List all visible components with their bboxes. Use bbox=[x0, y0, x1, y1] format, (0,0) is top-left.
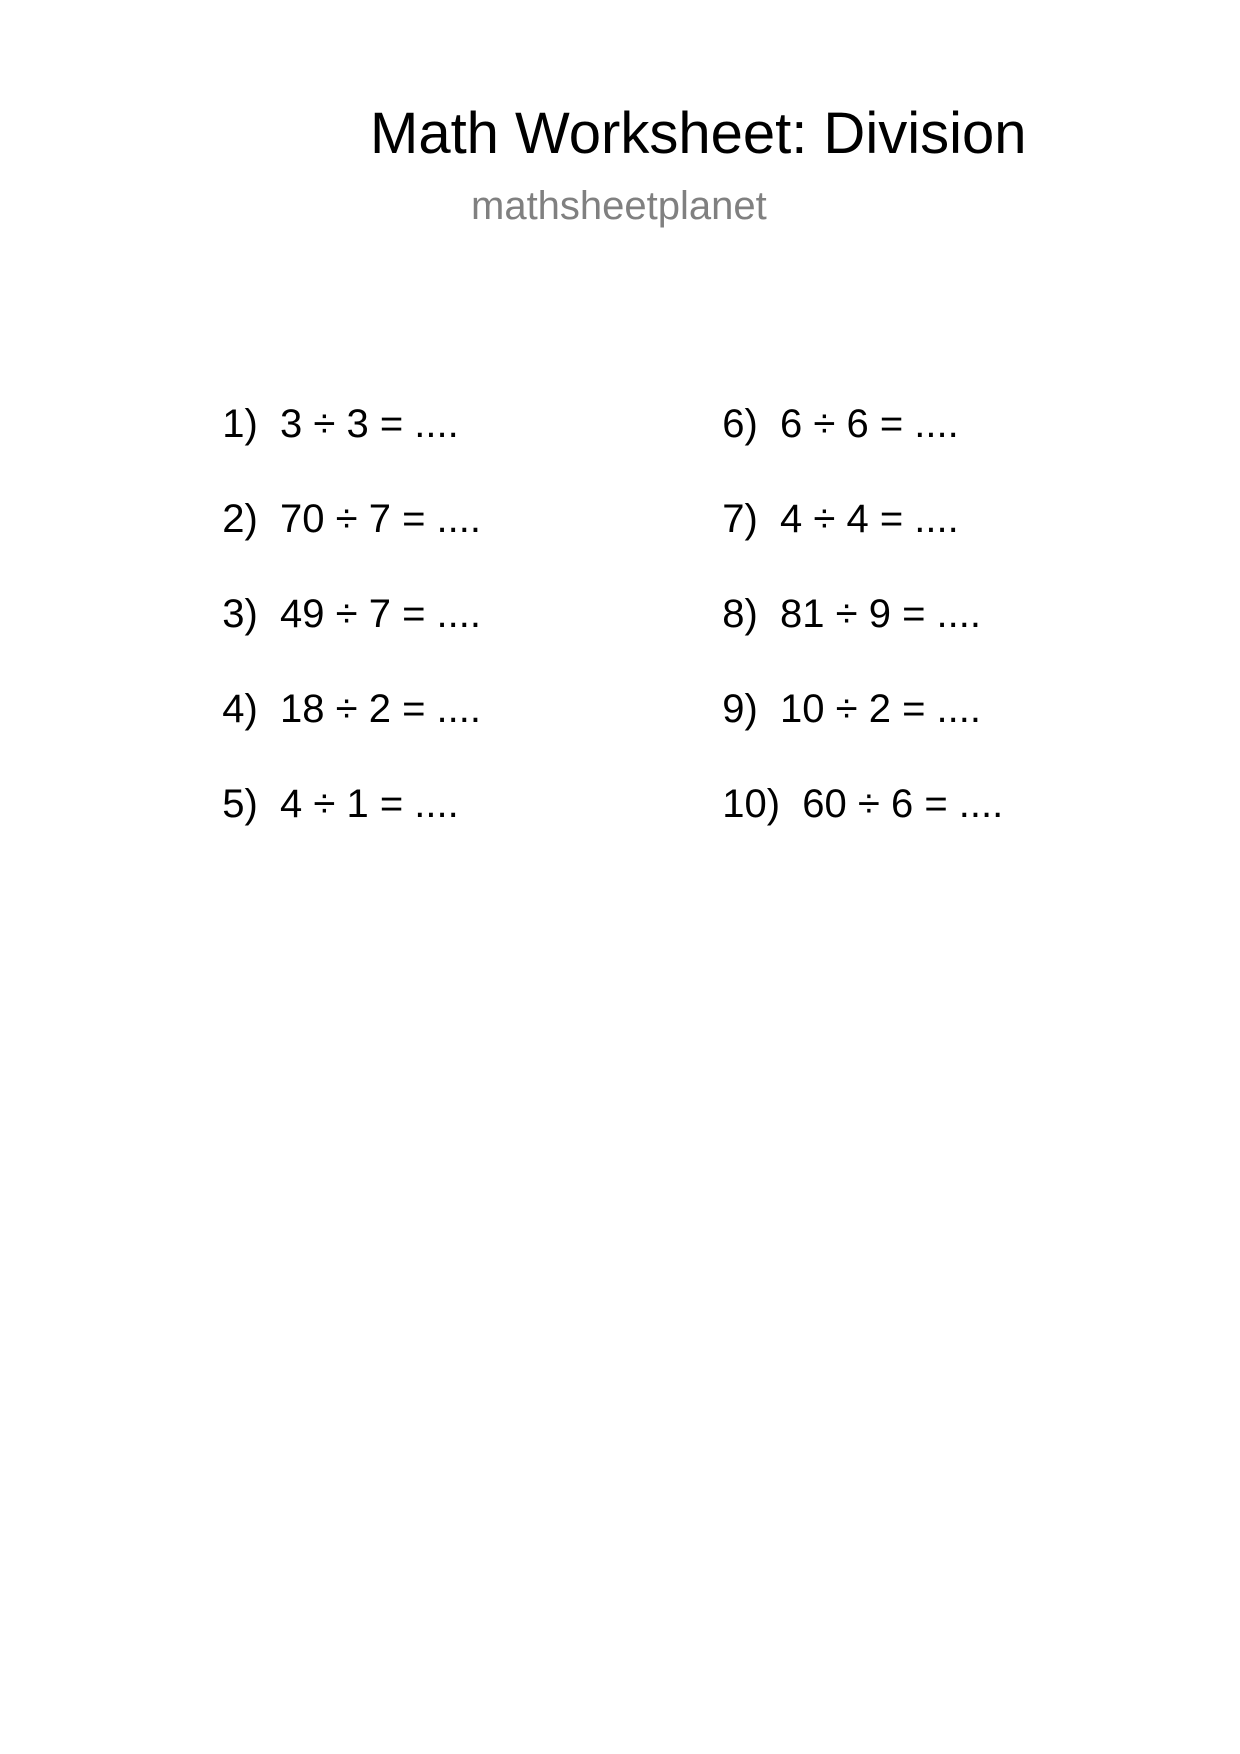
problem-number: 2) bbox=[222, 497, 258, 541]
problem-item bbox=[200, 637, 481, 733]
problem-number: 1) bbox=[222, 402, 258, 446]
worksheet-subtitle: mathsheetplanet bbox=[471, 184, 767, 228]
problem-expression: 6 ÷ 6 = .... bbox=[780, 402, 959, 446]
problem-number: 7) bbox=[722, 497, 758, 541]
problem-expression: 18 ÷ 2 = .... bbox=[280, 687, 482, 731]
problem-number: 4) bbox=[222, 687, 258, 731]
problem-expression: 70 ÷ 7 = .... bbox=[280, 497, 482, 541]
problem-item bbox=[200, 447, 481, 543]
problem-item bbox=[700, 447, 959, 543]
problem-expression: 4 ÷ 4 = .... bbox=[780, 497, 959, 541]
problem-number: 6) bbox=[722, 402, 758, 446]
problem-number: 3) bbox=[222, 592, 258, 636]
problem-item bbox=[200, 352, 459, 448]
problem-number: 10) bbox=[722, 782, 781, 826]
problem-expression: 60 ÷ 6 = .... bbox=[802, 782, 1004, 826]
problem-item bbox=[700, 542, 981, 638]
problem-item bbox=[200, 542, 481, 638]
problem-expression: 81 ÷ 9 = .... bbox=[780, 592, 982, 636]
problem-expression: 10 ÷ 2 = .... bbox=[780, 687, 982, 731]
problem-expression: 49 ÷ 7 = .... bbox=[280, 592, 482, 636]
problem-number: 9) bbox=[722, 687, 758, 731]
problem-item bbox=[200, 732, 459, 828]
problem-number: 5) bbox=[222, 782, 258, 826]
problem-item bbox=[700, 352, 959, 448]
problem-item bbox=[700, 732, 1003, 828]
worksheet-title: Math Worksheet: Division bbox=[370, 101, 1027, 166]
problem-number: 8) bbox=[722, 592, 758, 636]
problem-expression: 4 ÷ 1 = .... bbox=[280, 782, 459, 826]
problem-item bbox=[700, 637, 981, 733]
problem-expression: 3 ÷ 3 = .... bbox=[280, 402, 459, 446]
